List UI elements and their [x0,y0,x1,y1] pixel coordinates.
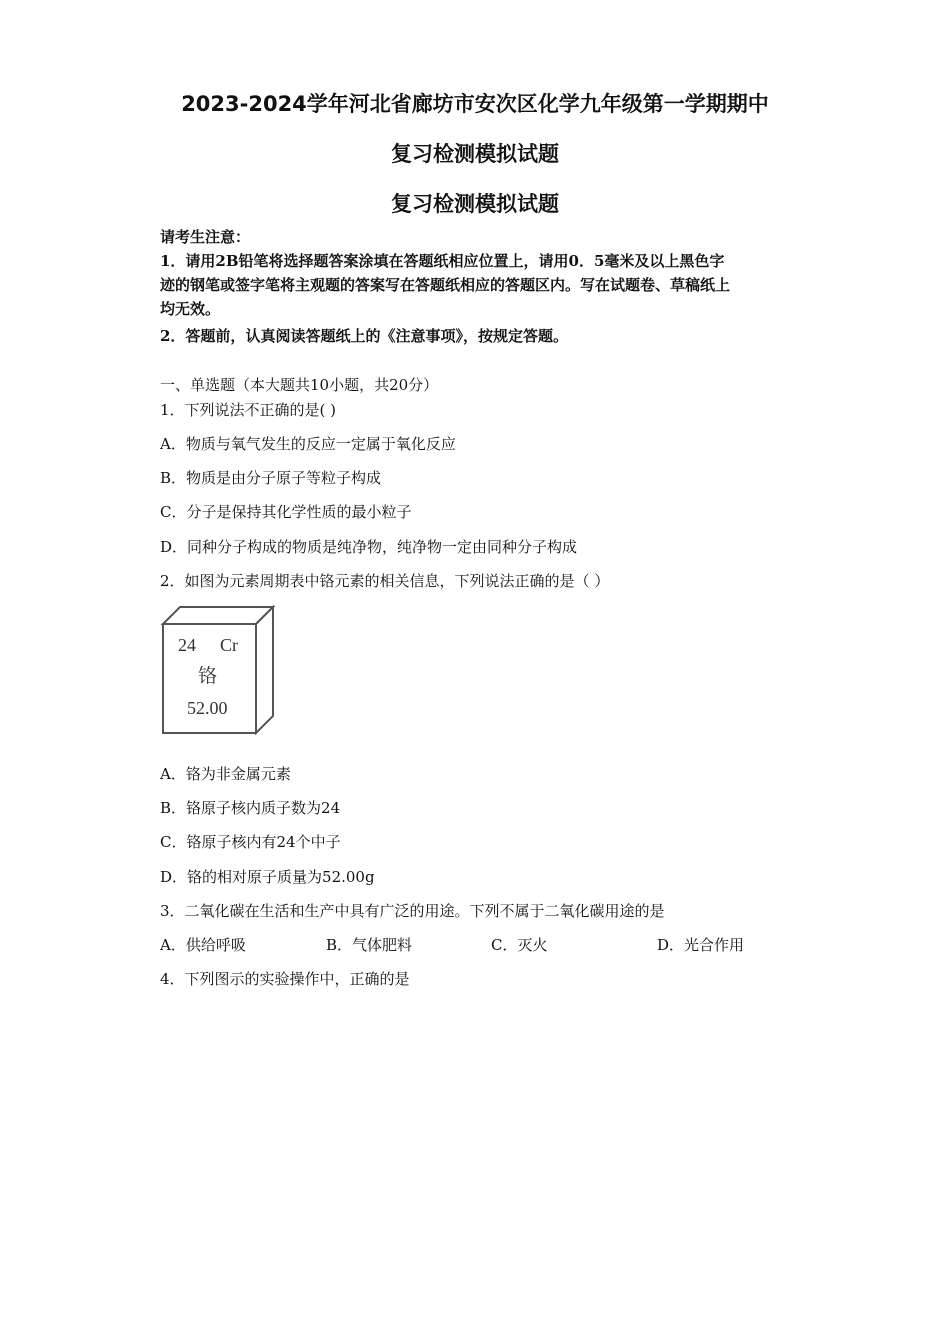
q2-stem: 2．如图为元素周期表中铬元素的相关信息，下列说法正确的是（ ） [160,572,610,590]
element-name: 铬 [198,665,218,687]
notice-item2: 2．答题前，认真阅读答题纸上的《注意事项》，按规定答题。 [160,327,568,345]
notice-heading: 请考生注意： [160,228,251,246]
q3-option-b: B．气体肥料 [326,936,413,954]
q2-option-a: A．铬为非金属元素 [160,765,291,783]
notice-item1-line2: 迹的钢笔或签字笔将主观题的答案写在答题纸相应的答题区内。写在试题卷、草稿纸上 [160,276,731,294]
doc-title-line2: 复习检测模拟试题 [391,142,559,166]
q2-option-b: B．铬原子核内质子数为24 [160,799,341,817]
card-side-face [256,607,273,733]
q2-option-d: D．铬的相对原子质量为52.00g [160,868,375,886]
q3-option-d: D．光合作用 [657,936,745,954]
section-heading: 一、单选题（本大题共10小题，共20分） [160,376,439,394]
q4-stem: 4．下列图示的实验操作中，正确的是 [160,970,410,988]
q3-option-a: A．供给呼吸 [160,936,246,954]
q2-option-c: C．铬原子核内有24个中子 [160,833,341,851]
q3-option-c: C．灭火 [491,936,548,954]
q3-stem: 3．二氧化碳在生活和生产中具有广泛的用途。下列不属于二氧化碳用途的是 [160,902,665,920]
doc-title-line1: 2023-2024学年河北省廊坊市安次区化学九年级第一学期期中 [181,92,769,116]
element-mass: 52.00 [187,698,228,718]
notice-item1-line1: 1．请用2B铅笔将选择题答案涂填在答题纸相应位置上，请用0．5毫米及以上黑色字 [160,252,725,270]
card-top-face [163,607,273,624]
element-number: 24 [178,635,196,655]
q1-option-a: A．物质与氧气发生的反应一定属于氧化反应 [160,435,456,453]
element-symbol: Cr [220,635,238,655]
doc-title-line3: 复习检测模拟试题 [391,192,559,216]
q1-option-d: D．同种分子构成的物质是纯净物，纯净物一定由同种分子构成 [160,538,578,556]
q1-stem: 1．下列说法不正确的是( ) [160,401,337,419]
element-card-figure [160,604,276,736]
q1-option-c: C．分子是保持其化学性质的最小粒子 [160,503,412,521]
q1-option-b: B．物质是由分子原子等粒子构成 [160,469,382,487]
notice-item1-line3: 均无效。 [160,300,221,318]
